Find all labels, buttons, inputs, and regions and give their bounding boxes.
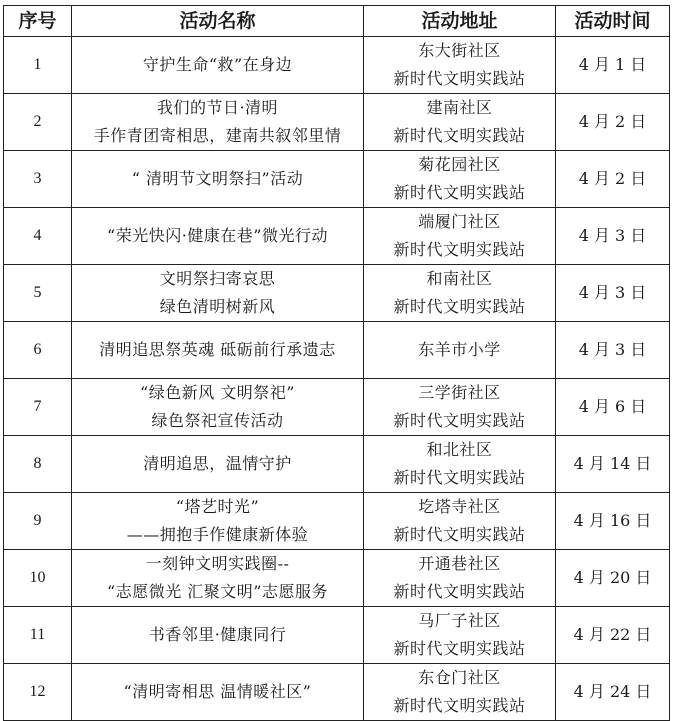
activity-schedule-table <box>3 5 670 721</box>
activity-name-cell <box>72 37 364 94</box>
activity-name-cell <box>72 151 364 208</box>
row-number: 4 <box>4 208 72 265</box>
activity-address-line: 新时代文明实践站 <box>393 183 526 202</box>
header-activity-time: 活动时间 <box>556 6 670 37</box>
activity-address-cell <box>364 151 556 208</box>
activity-date: 4 月 6 日 <box>556 378 670 435</box>
activity-name-cell <box>72 265 364 322</box>
activity-address-cell <box>364 378 556 435</box>
activity-address-line: 三学街社区 <box>418 382 501 402</box>
activity-address-line: 端履门社区 <box>418 212 501 231</box>
activity-date: 4 月 14 日 <box>556 435 670 492</box>
table-row <box>4 94 670 151</box>
activity-name-cell <box>72 492 364 549</box>
activity-address-line: 建南社区 <box>426 98 493 117</box>
activity-date: 4 月 3 日 <box>556 208 670 265</box>
activity-date: 4 月 22 日 <box>556 606 670 663</box>
table-row <box>4 549 670 606</box>
activity-name-line: 手作青团寄相思，建南共叙邻里情 <box>93 126 342 145</box>
activity-address-line: 圪塔寺社区 <box>418 496 501 516</box>
activity-address-line: 东仓门社区 <box>418 667 501 687</box>
activity-name-cell <box>72 663 364 720</box>
table-row <box>4 435 670 492</box>
activity-name-line: 书香邻里·健康同行 <box>148 624 287 644</box>
activity-name-line: “ 清明节文明祭扫”活动 <box>131 169 304 188</box>
table-row <box>4 37 670 94</box>
row-number: 6 <box>4 322 72 379</box>
activity-date: 4 月 3 日 <box>556 265 670 322</box>
row-number: 10 <box>4 549 72 606</box>
activity-name-line: 绿色清明树新风 <box>159 297 276 316</box>
activity-address-line: 开通巷社区 <box>418 553 501 573</box>
activity-name-line: 清明追思祭英魂 砥砺前行承遗志 <box>99 339 336 359</box>
activity-address-cell <box>364 606 556 663</box>
activity-address-cell <box>364 549 556 606</box>
table-body <box>4 37 670 721</box>
activity-name-line: 文明祭扫寄哀思 <box>159 269 276 288</box>
activity-address-line: 新时代文明实践站 <box>393 297 526 316</box>
activity-address-cell <box>364 208 556 265</box>
row-number: 1 <box>4 37 72 94</box>
activity-name-line: 一刻钟文明实践圈-- <box>145 553 290 573</box>
header-number: 序号 <box>4 6 72 37</box>
activity-address-line: 新时代文明实践站 <box>393 695 526 715</box>
activity-name-cell <box>72 606 364 663</box>
table-row <box>4 606 670 663</box>
activity-name-cell <box>72 549 364 606</box>
activity-date: 4 月 24 日 <box>556 663 670 720</box>
activity-address-cell <box>364 265 556 322</box>
row-number: 9 <box>4 492 72 549</box>
activity-name-line: “清明寄相思 温情暖社区” <box>123 681 312 701</box>
activity-name-cell <box>72 94 364 151</box>
activity-date: 4 月 20 日 <box>556 549 670 606</box>
activity-address-line: 和南社区 <box>426 269 493 288</box>
activity-name-line: 我们的节日·清明 <box>156 98 279 117</box>
activity-name-line: 绿色祭祀宣传活动 <box>151 410 284 430</box>
table-row <box>4 378 670 435</box>
table-row <box>4 663 670 720</box>
activity-address-line: 新时代文明实践站 <box>393 410 526 430</box>
table-row <box>4 208 670 265</box>
activity-address-line: 新时代文明实践站 <box>393 638 526 658</box>
activity-name-line: 清明追思，温情守护 <box>143 453 292 473</box>
row-number: 8 <box>4 435 72 492</box>
activity-address-line: 新时代文明实践站 <box>393 69 526 88</box>
table-row <box>4 265 670 322</box>
row-number: 12 <box>4 663 72 720</box>
activity-address-cell <box>364 322 556 379</box>
activity-name-line: “志愿微光 汇聚文明”志愿服务 <box>107 581 328 601</box>
header-row <box>4 6 670 37</box>
activity-address-line: 东羊市小学 <box>418 339 501 359</box>
activity-address-line: 新时代文明实践站 <box>393 581 526 601</box>
row-number: 3 <box>4 151 72 208</box>
activity-name-line: “塔艺时光” <box>175 496 260 516</box>
row-number: 7 <box>4 378 72 435</box>
activity-name-line: “荣光快闪·健康在巷”微光行动 <box>107 226 328 245</box>
activity-address-cell <box>364 94 556 151</box>
table-row <box>4 151 670 208</box>
activity-address-cell <box>364 663 556 720</box>
table-row <box>4 322 670 379</box>
activity-date: 4 月 3 日 <box>556 322 670 379</box>
activity-name-line: 守护生命“救”在身边 <box>142 55 293 74</box>
row-number: 5 <box>4 265 72 322</box>
activity-address-line: 和北社区 <box>426 439 493 459</box>
activity-name-cell <box>72 208 364 265</box>
activity-name-line: “绿色新风 文明祭祀” <box>140 382 295 402</box>
activity-name-cell <box>72 435 364 492</box>
table-row <box>4 492 670 549</box>
activity-address-cell <box>364 37 556 94</box>
activity-date: 4 月 1 日 <box>556 37 670 94</box>
header-activity-address: 活动地址 <box>364 6 556 37</box>
activity-address-line: 新时代文明实践站 <box>393 524 526 544</box>
activity-address-line: 新时代文明实践站 <box>393 240 526 259</box>
activity-date: 4 月 2 日 <box>556 151 670 208</box>
activity-address-line: 东大街社区 <box>418 41 501 60</box>
activity-date: 4 月 16 日 <box>556 492 670 549</box>
activity-address-cell <box>364 435 556 492</box>
activity-name-line: ——拥抱手作健康新体验 <box>126 524 309 544</box>
row-number: 2 <box>4 94 72 151</box>
activity-address-line: 菊花园社区 <box>418 155 501 174</box>
header-activity-name: 活动名称 <box>72 6 364 37</box>
activity-address-line: 马厂子社区 <box>418 610 501 630</box>
activity-address-cell <box>364 492 556 549</box>
activity-address-line: 新时代文明实践站 <box>393 126 526 145</box>
activity-address-line: 新时代文明实践站 <box>393 467 526 487</box>
activity-name-cell <box>72 378 364 435</box>
row-number: 11 <box>4 606 72 663</box>
activity-name-cell <box>72 322 364 379</box>
activity-date: 4 月 2 日 <box>556 94 670 151</box>
